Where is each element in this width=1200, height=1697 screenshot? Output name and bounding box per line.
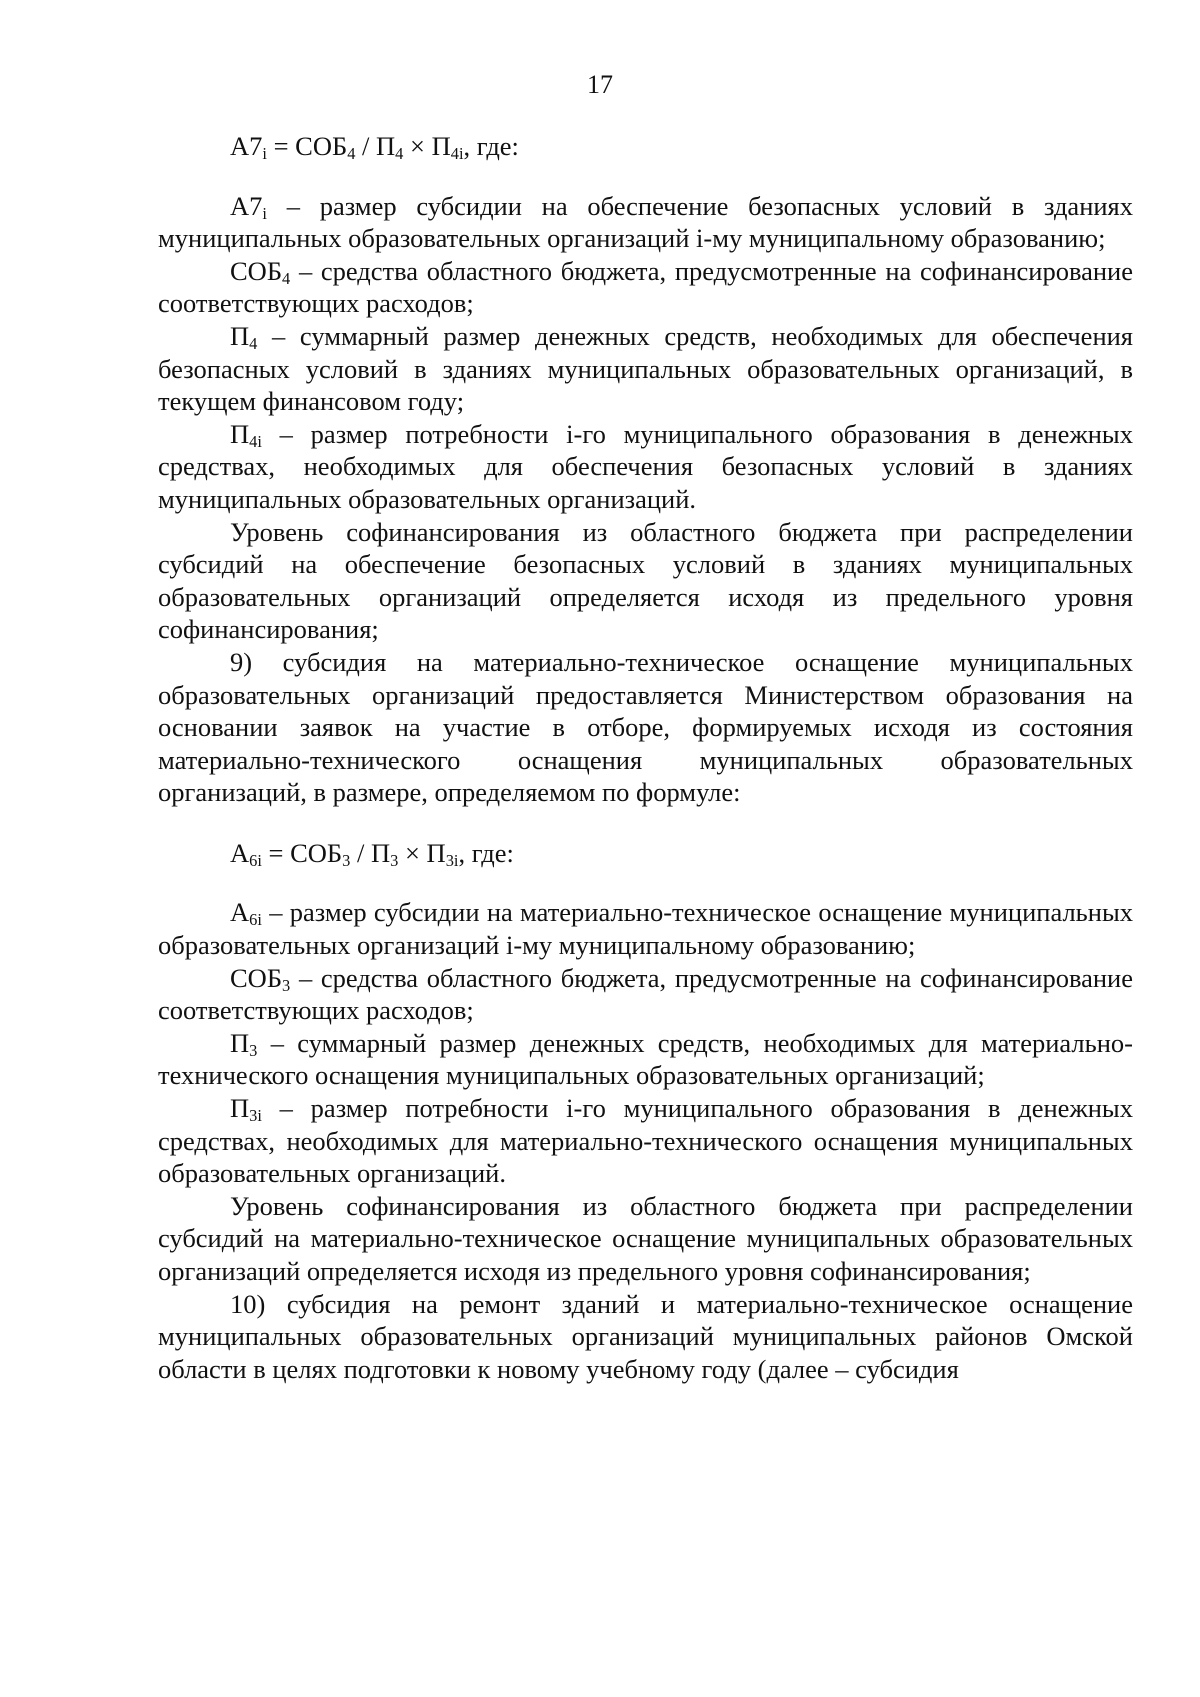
formula-subscript: 3: [342, 850, 351, 870]
page-number: 17: [587, 70, 613, 99]
definition-text: – средства областного бюджета, предусмотренные на софинансирование соответствующих расходов;: [158, 962, 1133, 1026]
formula-term: = СОБ: [261, 837, 343, 868]
definition-p4: [158, 320, 1133, 418]
cofinancing-level-paragraph-2: Уровень софинансирования из областного бюджета при распределении субсидий на материально-техническое оснащение муниципальных образовательных организаций определяется исходя из предельного уровня софинансирования;: [158, 1190, 1133, 1286]
formula-term: / П: [355, 131, 396, 161]
formula-subscript: 4: [395, 144, 404, 164]
definition-term: А7: [230, 190, 263, 221]
definition-subscript: 3: [282, 975, 291, 995]
formula-term: , где:: [463, 131, 519, 161]
formula-term: А: [230, 837, 250, 868]
definition-term: П: [230, 320, 250, 351]
definition-text: – размер потребности i-го муниципального образования в денежных средствах, необходимых для обеспечения безопасных условий в зданиях муниципальных образовательных организаций.: [158, 418, 1133, 514]
definition-text: – размер потребности i-го муниципального образования в денежных средствах, необходимых для материально-технического оснащения муниципальных образовательных организаций.: [158, 1093, 1133, 1189]
formula-term: , где:: [458, 837, 514, 868]
formula-subscript: i: [262, 144, 267, 164]
formula-subscript: 4: [347, 144, 356, 164]
definition-subscript: 4i: [249, 431, 262, 451]
definition-p3: [158, 1027, 1133, 1092]
definition-term: А: [230, 897, 250, 928]
definition-text: – суммарный размер денежных средств, необходимых для обеспечения безопасных условий в зданиях муниципальных образовательных организаций, в текущем финансовом году;: [158, 320, 1133, 417]
formula-term: = СОБ: [266, 131, 348, 161]
definition-term: П: [230, 1027, 250, 1058]
item-10-paragraph: 10) субсидия на ремонт зданий и материально-техническое оснащение муниципальных образовательных организаций муниципальных районов Омской области в целях подготовки к новому учебному году (далее – субсидия: [158, 1288, 1133, 1384]
formula-a7i: [158, 130, 1133, 163]
formula-term: А7: [230, 131, 263, 161]
definition-sob4: [158, 255, 1133, 320]
definition-a7i: [158, 190, 1133, 255]
definition-text: – средства областного бюджета, предусмотренные на софинансирование соответствующих расходов;: [158, 255, 1133, 319]
definition-subscript: i: [262, 203, 267, 223]
definition-subscript: 3i: [249, 1106, 262, 1126]
formula-subscript: 6i: [249, 850, 262, 870]
item-9-paragraph: 9) субсидия на материально-техническое оснащение муниципальных образовательных организаций предоставляется Министерством образования на основании заявок на участие в отборе, формируемых исходя из состояния материально-технического оснащения муниципальных образовательных организаций, в размере, определяемом по формуле:: [158, 646, 1133, 808]
definition-p4i: [158, 418, 1133, 516]
definition-term: П: [230, 1093, 250, 1124]
cofinancing-level-paragraph: Уровень софинансирования из областного бюджета при распределении субсидий на обеспечение безопасных условий в зданиях муниципальных образовательных организаций определяется исходя из предельного уровня софинансирования;: [158, 516, 1133, 645]
formula-term: × П: [403, 131, 451, 161]
document-body: [158, 130, 1133, 1385]
definition-term: СОБ: [230, 962, 283, 993]
formula-subscript: 4i: [450, 144, 464, 164]
formula-subscript: 3i: [445, 850, 459, 870]
definition-term: П: [230, 418, 250, 449]
definition-term: СОБ: [230, 255, 283, 286]
formula-a6i: [158, 837, 1133, 870]
definition-text: – размер субсидии на обеспечение безопасных условий в зданиях муниципальных образовательных организаций i-му муниципальному образованию;: [158, 190, 1133, 254]
definition-sob3: [158, 962, 1133, 1027]
formula-subscript: 3: [390, 850, 399, 870]
definition-text: – суммарный размер денежных средств, необходимых для материально-технического оснащения муниципальных образовательных организаций;: [158, 1027, 1133, 1091]
definition-a6i: [158, 896, 1133, 961]
definition-subscript: 6i: [249, 910, 262, 930]
definition-text: – размер субсидии на материально-техническое оснащение муниципальных образовательных организаций i-му муниципальному образованию;: [158, 897, 1133, 961]
definition-subscript: 3: [249, 1040, 258, 1060]
definition-subscript: 4: [282, 268, 291, 288]
definition-subscript: 4: [249, 334, 258, 354]
definition-p3i: [158, 1092, 1133, 1190]
formula-term: × П: [398, 837, 446, 868]
formula-term: / П: [350, 837, 391, 868]
